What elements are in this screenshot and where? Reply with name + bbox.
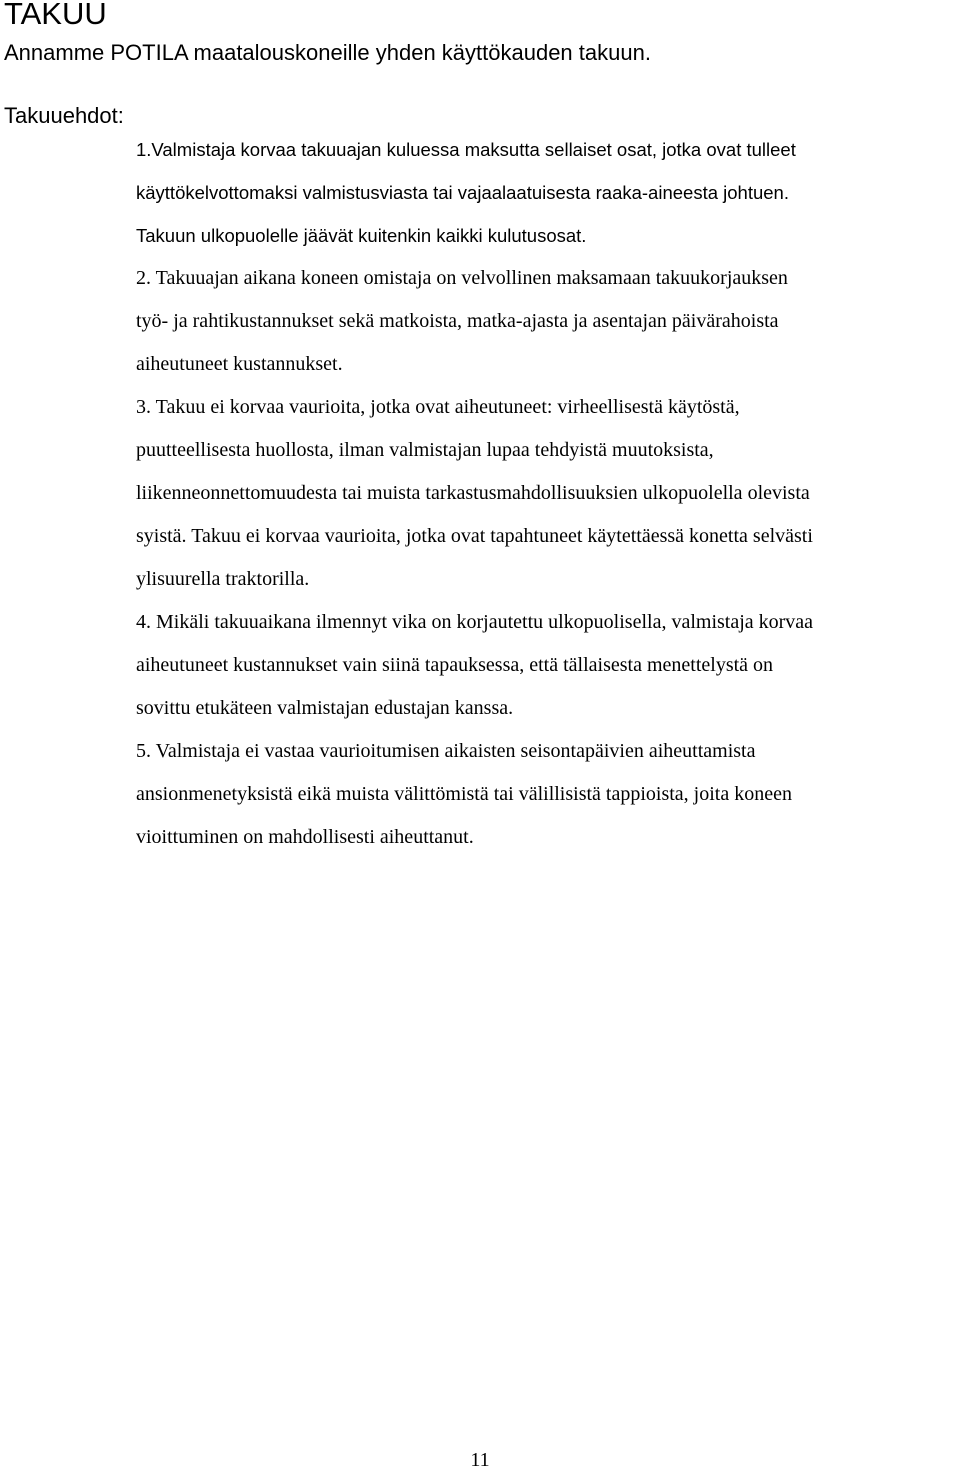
warranty-intro: Annamme POTILA maatalouskoneille yhden käyttökauden takuun. — [4, 40, 651, 65]
term-line: 5. Valmistaja ei vastaa vaurioitumisen aikaisten seisontapäivien aiheuttamista — [136, 740, 756, 762]
document-title: TAKUU — [4, 0, 107, 31]
term-line: syistä. Takuu ei korvaa vaurioita, jotka ovat tapahtuneet käytettäessä konetta selvästi — [136, 525, 813, 547]
warranty-term-2 — [136, 257, 960, 386]
page-number: 11 — [470, 1449, 490, 1471]
warranty-term-3 — [136, 386, 960, 601]
term-line: 4. Mikäli takuuaikana ilmennyt vika on korjautettu ulkopuolisella, valmistaja korvaa — [136, 611, 814, 633]
term-line: sovittu etukäteen valmistajan edustajan kanssa. — [136, 697, 514, 719]
term-line: 1.Valmistaja korvaa takuuajan kuluessa maksutta sellaiset osat, jotka ovat tulleet — [136, 139, 796, 160]
warranty-term-1 — [136, 128, 960, 257]
term-line: työ- ja rahtikustannukset sekä matkoista, matka-ajasta ja asentajan päivärahoista — [136, 310, 779, 332]
term-line: aiheutuneet kustannukset. — [136, 353, 343, 375]
term-line: käyttökelvottomaksi valmistusviasta tai vajaalaatuisesta raaka-aineesta johtuen. — [136, 182, 789, 203]
term-line: puutteellisesta huollosta, ilman valmistajan lupaa tehdyistä muutoksista, — [136, 439, 714, 461]
warranty-term-5 — [136, 730, 960, 859]
term-line: aiheutuneet kustannukset vain siinä tapauksessa, että tällaisesta menettelystä on — [136, 654, 774, 676]
term-line: 3. Takuu ei korvaa vaurioita, jotka ovat aiheutuneet: virheellisestä käytöstä, — [136, 396, 740, 418]
term-line: liikenneonnettomuudesta tai muista tarkastusmahdollisuuksien ulkopuolella olevista — [136, 482, 810, 504]
term-line: ansionmenetyksistä eikä muista välittömistä tai välillisistä tappioista, joita koneen — [136, 783, 792, 805]
conditions-heading: Takuuehdot: — [4, 103, 124, 128]
term-line: vioittuminen on mahdollisesti aiheuttanut. — [136, 826, 474, 848]
term-line: Takuun ulkopuolelle jäävät kuitenkin kaikki kulutusosat. — [136, 225, 587, 246]
term-line: ylisuurella traktorilla. — [136, 568, 310, 590]
term-line: 2. Takuuajan aikana koneen omistaja on velvollinen maksamaan takuukorjauksen — [136, 267, 788, 289]
warranty-term-4 — [136, 601, 960, 730]
